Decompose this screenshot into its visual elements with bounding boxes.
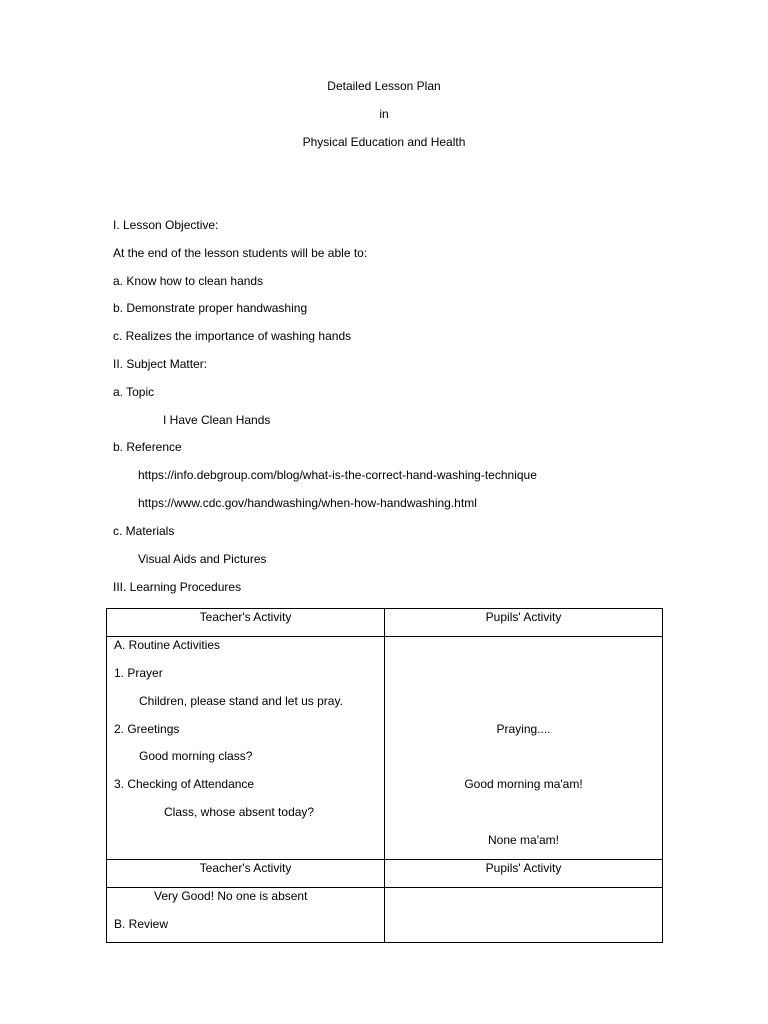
teacher-activity-cell xyxy=(107,888,385,943)
materials-label: c. Materials xyxy=(113,524,175,538)
objective-item: c. Realizes the importance of washing hands xyxy=(113,329,352,343)
teacher-activity-line: 2. Greetings xyxy=(114,722,180,736)
reference-label: b. Reference xyxy=(113,440,182,454)
title-line-2: in xyxy=(379,107,389,121)
column-header-pupils: Pupils' Activity xyxy=(485,861,562,875)
title-line-1: Detailed Lesson Plan xyxy=(327,79,441,93)
teacher-activity-line: 1. Prayer xyxy=(114,666,163,680)
table-row xyxy=(107,888,663,943)
materials-value: Visual Aids and Pictures xyxy=(138,552,267,566)
pupils-activity-line: None ma'am! xyxy=(488,833,559,847)
column-header-pupils: Pupils' Activity xyxy=(485,610,562,624)
objective-item: a. Know how to clean hands xyxy=(113,274,264,288)
procedures-heading: III. Learning Procedures xyxy=(113,580,242,594)
column-header-teacher: Teacher's Activity xyxy=(199,861,292,875)
header-cell-pupils xyxy=(385,860,663,888)
table-row xyxy=(107,637,663,860)
teacher-activity-line: Children, please stand and let us pray. xyxy=(139,694,343,708)
pupils-activity-line: Good morning ma'am! xyxy=(464,777,583,791)
pupils-activity-line: Praying.... xyxy=(496,722,551,736)
teacher-activity-line: 3. Checking of Attendance xyxy=(114,777,255,791)
pupils-activity-cell xyxy=(385,888,663,943)
objective-intro: At the end of the lesson students will be able to: xyxy=(113,246,368,260)
header-cell-teacher xyxy=(107,609,385,637)
teacher-activity-line: Very Good! No one is absent xyxy=(154,889,308,903)
reference-link[interactable]: https://www.cdc.gov/handwashing/when-how-handwashing.html xyxy=(138,496,477,510)
teacher-activity-line: B. Review xyxy=(114,917,169,931)
teacher-activity-cell xyxy=(107,637,385,860)
pupils-activity-cell xyxy=(385,637,663,860)
table-header-row xyxy=(107,860,663,888)
reference-link[interactable]: https://info.debgroup.com/blog/what-is-the-correct-hand-washing-technique xyxy=(138,468,537,482)
objective-heading: I. Lesson Objective: xyxy=(113,218,219,232)
header-cell-teacher xyxy=(107,860,385,888)
procedures-table xyxy=(106,608,663,943)
teacher-activity-line: Class, whose absent today? xyxy=(164,805,315,819)
column-header-teacher: Teacher's Activity xyxy=(199,610,292,624)
objective-item: b. Demonstrate proper handwashing xyxy=(113,301,308,315)
header-cell-pupils xyxy=(385,609,663,637)
topic-label: a. Topic xyxy=(113,385,155,399)
topic-value: I Have Clean Hands xyxy=(163,413,271,427)
table-header-row xyxy=(107,609,663,637)
teacher-activity-line: Good morning class? xyxy=(139,749,253,763)
title-line-3: Physical Education and Health xyxy=(302,135,466,149)
subject-matter-heading: II. Subject Matter: xyxy=(113,357,208,371)
teacher-activity-line: A. Routine Activities xyxy=(114,638,221,652)
